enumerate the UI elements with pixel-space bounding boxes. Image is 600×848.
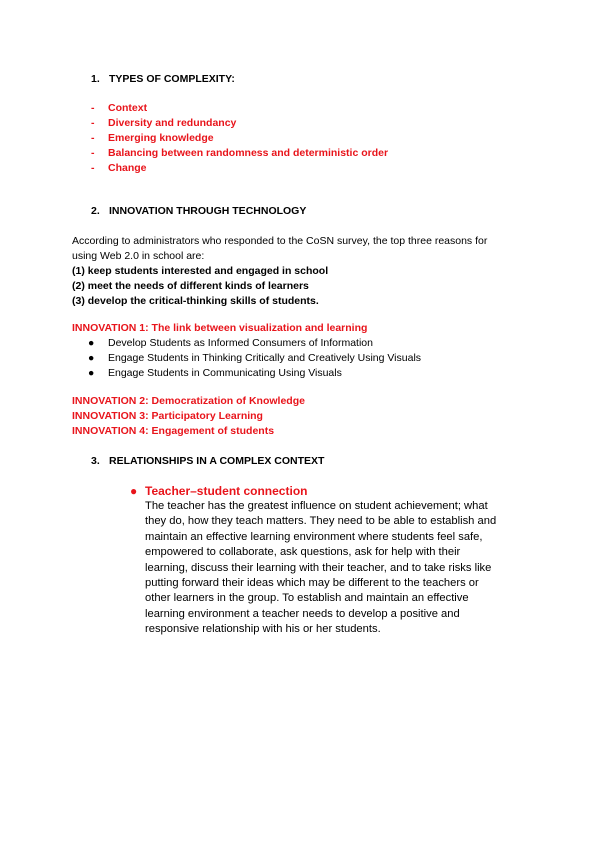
innovation-4-heading: INNOVATION 4: Engagement of students (72, 425, 275, 437)
innovation-2-heading: INNOVATION 2: Democratization of Knowledge (72, 395, 305, 407)
body-line: learning, discuss their learning with their teacher, and to take risks like (145, 561, 492, 574)
bullet-icon: ● (88, 352, 95, 364)
document-page: 1. TYPES OF COMPLEXITY: - Context - Diversity and redundancy - Emerging knowledge - Balancing between randomness and deterministic order - Change 2. INNOVATION THROUGH TECHNOLOGY According to administrators who responded to the CoSN survey, the top three reasons for using Web 2.0 in school are: (1) keep students interested and engaged in school (2) meet the needs of different kinds of learners (3) develop the critical-thinking skills of students. INNOVATION 1: The link between visualization and learning ● Develop Students as Informed Consumers of Information ● Engage Students in Thinking Critically and Creatively Using Visuals ● Engage Students in Communicating Using Visuals INNOVATION 2: Democratization of Knowledge INNOVATION 3: Participatory Learning INNOVATION 4: Engagement of students 3. RELATIONSHIPS IN A COMPLEX CONTEXT ● Teacher–student connection The teacher has the greatest influence on student achievement; what they do, how they teach matters. They need to be able to establish and maintain an effective learning environment where students feel safe, empowered to collaborate, ask questions, ask for help with their learning, discuss their learning with their teacher, and to take risks like putting forward their ideas which may be different to the teachers or other learners in the group. To establish and maintain an effective learning environment a teacher needs to develop a positive and responsive relationship with his or her students. (0, 0, 600, 848)
innovation-1-heading: INNOVATION 1: The link between visualization and learning (72, 322, 368, 334)
section-2-title: INNOVATION THROUGH TECHNOLOGY (109, 205, 307, 217)
intro-line-2: using Web 2.0 in school are: (72, 250, 205, 262)
body-line: The teacher has the greatest influence on student achievement; what (145, 500, 488, 512)
intro-line-1: According to administrators who responded to the CoSN survey, the top three reasons for (72, 235, 488, 247)
body-line: other learners in the group. To establish and maintain an effective (145, 592, 469, 605)
body-line: they do, how they teach matters. They need to be able to establish and (145, 515, 497, 528)
reason-3: (3) develop the critical-thinking skills of students. (72, 295, 319, 307)
teacher-student-connection-title: Teacher–student connection (145, 484, 308, 498)
body-line: maintain an effective learning environment where students feel safe, (145, 530, 483, 543)
bullet-icon: ● (88, 367, 95, 379)
reason-1: (1) keep students interested and engaged in school (72, 265, 329, 277)
section-3-number: 3. (91, 455, 100, 467)
section-2-number: 2. (91, 205, 100, 217)
body-line: empowered to collaborate, ask questions, ask for help with their (145, 546, 461, 559)
reason-2: (2) meet the needs of different kinds of learners (72, 280, 309, 292)
body-line: responsive relationship with his or her students. (145, 623, 381, 636)
body-line: learning environment a teacher needs to develop a positive and (145, 607, 460, 620)
section-3-title: RELATIONSHIPS IN A COMPLEX CONTEXT (109, 455, 325, 467)
bullet-icon: ● (88, 337, 95, 349)
section-1-number: 1. (91, 73, 100, 85)
innovation-3-heading: INNOVATION 3: Participatory Learning (72, 410, 263, 422)
body-line: putting forward their ideas which may be different to the teachers or (145, 577, 479, 590)
teacher-student-connection-body (145, 499, 537, 638)
bullet-icon: ● (130, 484, 138, 498)
section-1-title: TYPES OF COMPLEXITY: (109, 73, 235, 85)
